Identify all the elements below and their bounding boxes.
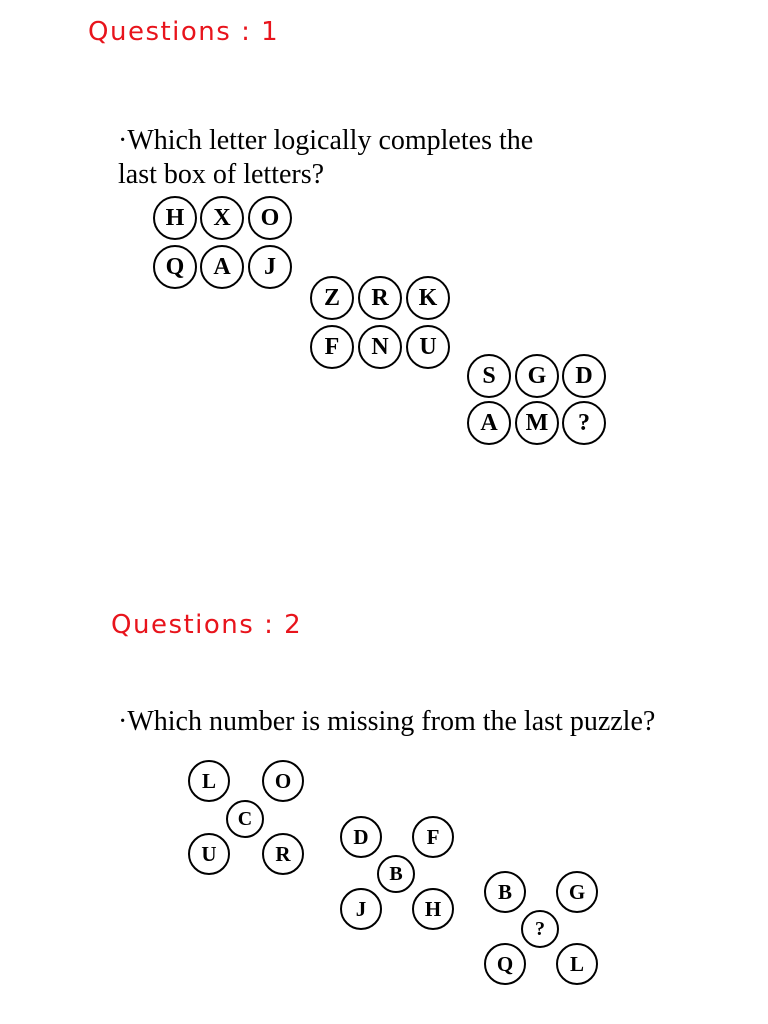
question-1-heading: Questions : 1 xyxy=(88,17,280,47)
letter-circle: Q xyxy=(484,943,526,985)
letter-circle: L xyxy=(556,943,598,985)
letter-circle: Z xyxy=(310,276,354,320)
missing-letter-circle: ? xyxy=(562,401,606,445)
letter-circle: R xyxy=(262,833,304,875)
letter-circle: L xyxy=(188,760,230,802)
question-1-prompt-line-1: ·Which letter logically completes the xyxy=(118,125,534,156)
letter-circle: J xyxy=(340,888,382,930)
letter-circle: R xyxy=(358,276,402,320)
letter-circle: A xyxy=(200,245,244,289)
letter-circle: S xyxy=(467,354,511,398)
letter-circle: A xyxy=(467,401,511,445)
letter-circle: N xyxy=(358,325,402,369)
letter-circle: X xyxy=(200,196,244,240)
letter-circle: C xyxy=(226,800,264,838)
letter-circle: D xyxy=(340,816,382,858)
letter-circle: M xyxy=(515,401,559,445)
letter-circle: B xyxy=(377,855,415,893)
letter-circle: D xyxy=(562,354,606,398)
letter-circle: J xyxy=(248,245,292,289)
letter-circle: K xyxy=(406,276,450,320)
letter-circle: F xyxy=(412,816,454,858)
letter-circle: H xyxy=(412,888,454,930)
missing-letter-circle: ? xyxy=(521,910,559,948)
letter-circle: H xyxy=(153,196,197,240)
letter-circle: U xyxy=(406,325,450,369)
letter-circle: O xyxy=(262,760,304,802)
question-1-prompt-line-2: last box of letters? xyxy=(118,159,325,190)
letter-circle: G xyxy=(515,354,559,398)
letter-circle: G xyxy=(556,871,598,913)
question-2-heading: Questions : 2 xyxy=(111,610,303,640)
letter-circle: U xyxy=(188,833,230,875)
letter-circle: Q xyxy=(153,245,197,289)
letter-circle: O xyxy=(248,196,292,240)
letter-circle: B xyxy=(484,871,526,913)
letter-circle: F xyxy=(310,325,354,369)
question-2-prompt: ·Which number is missing from the last puzzle? xyxy=(118,706,656,737)
